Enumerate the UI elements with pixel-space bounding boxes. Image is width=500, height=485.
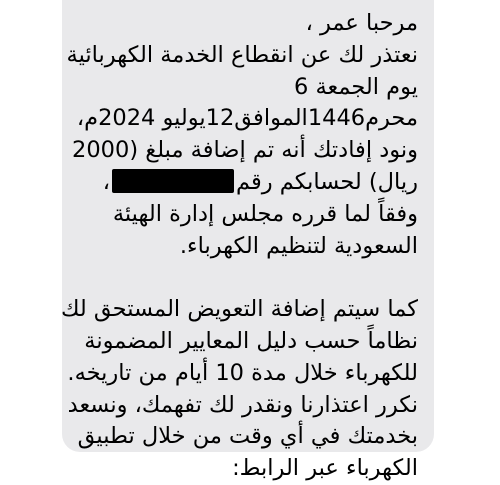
message-text bbox=[60, 8, 418, 485]
message-line-6: وفقاً لما قرره مجلس إدارة الهيئة bbox=[112, 200, 418, 227]
message-line-2: يوم الجمعة 6 bbox=[293, 73, 418, 100]
message-line-4: ونود إفادتك أنه تم إضافة مبلغ (2000 bbox=[72, 137, 418, 164]
message-line-7: السعودية لتنظيم الكهرباء. bbox=[179, 232, 418, 259]
received-message-bubble[interactable] bbox=[60, 0, 434, 482]
message-line-8: كما سيتم إضافة التعويض المستحق لك bbox=[60, 296, 418, 323]
message-line-10: للكهرباء خلال مدة 10 أيام من تاريخه. bbox=[67, 359, 418, 386]
message-line-13: الكهرباء عبر الرابط: bbox=[232, 455, 418, 482]
message-line-12: بخدمتك في أي وقت من خلال تطبيق bbox=[77, 423, 418, 450]
message-line-1: نعتذر لك عن انقطاع الخدمة الكهربائية bbox=[66, 41, 418, 68]
message-line-5-end: ، bbox=[102, 168, 111, 195]
redacted-account-number bbox=[112, 169, 234, 193]
message-line-3: محرم1446الموافق12يوليو 2024م، bbox=[76, 105, 418, 132]
message-line-5 bbox=[72, 167, 418, 199]
message-blank-line bbox=[72, 262, 418, 294]
message-line-5-start: ريال) لحسابكم رقم bbox=[236, 168, 418, 195]
message-greeting: مرحبا عمر ، bbox=[305, 10, 418, 36]
message-line-9: نظاماً حسب دليل المعايير المضمونة bbox=[84, 327, 418, 354]
message-line-11: نكرر اعتذارنا ونقدر لك تفهمك، ونسعد bbox=[67, 391, 418, 418]
